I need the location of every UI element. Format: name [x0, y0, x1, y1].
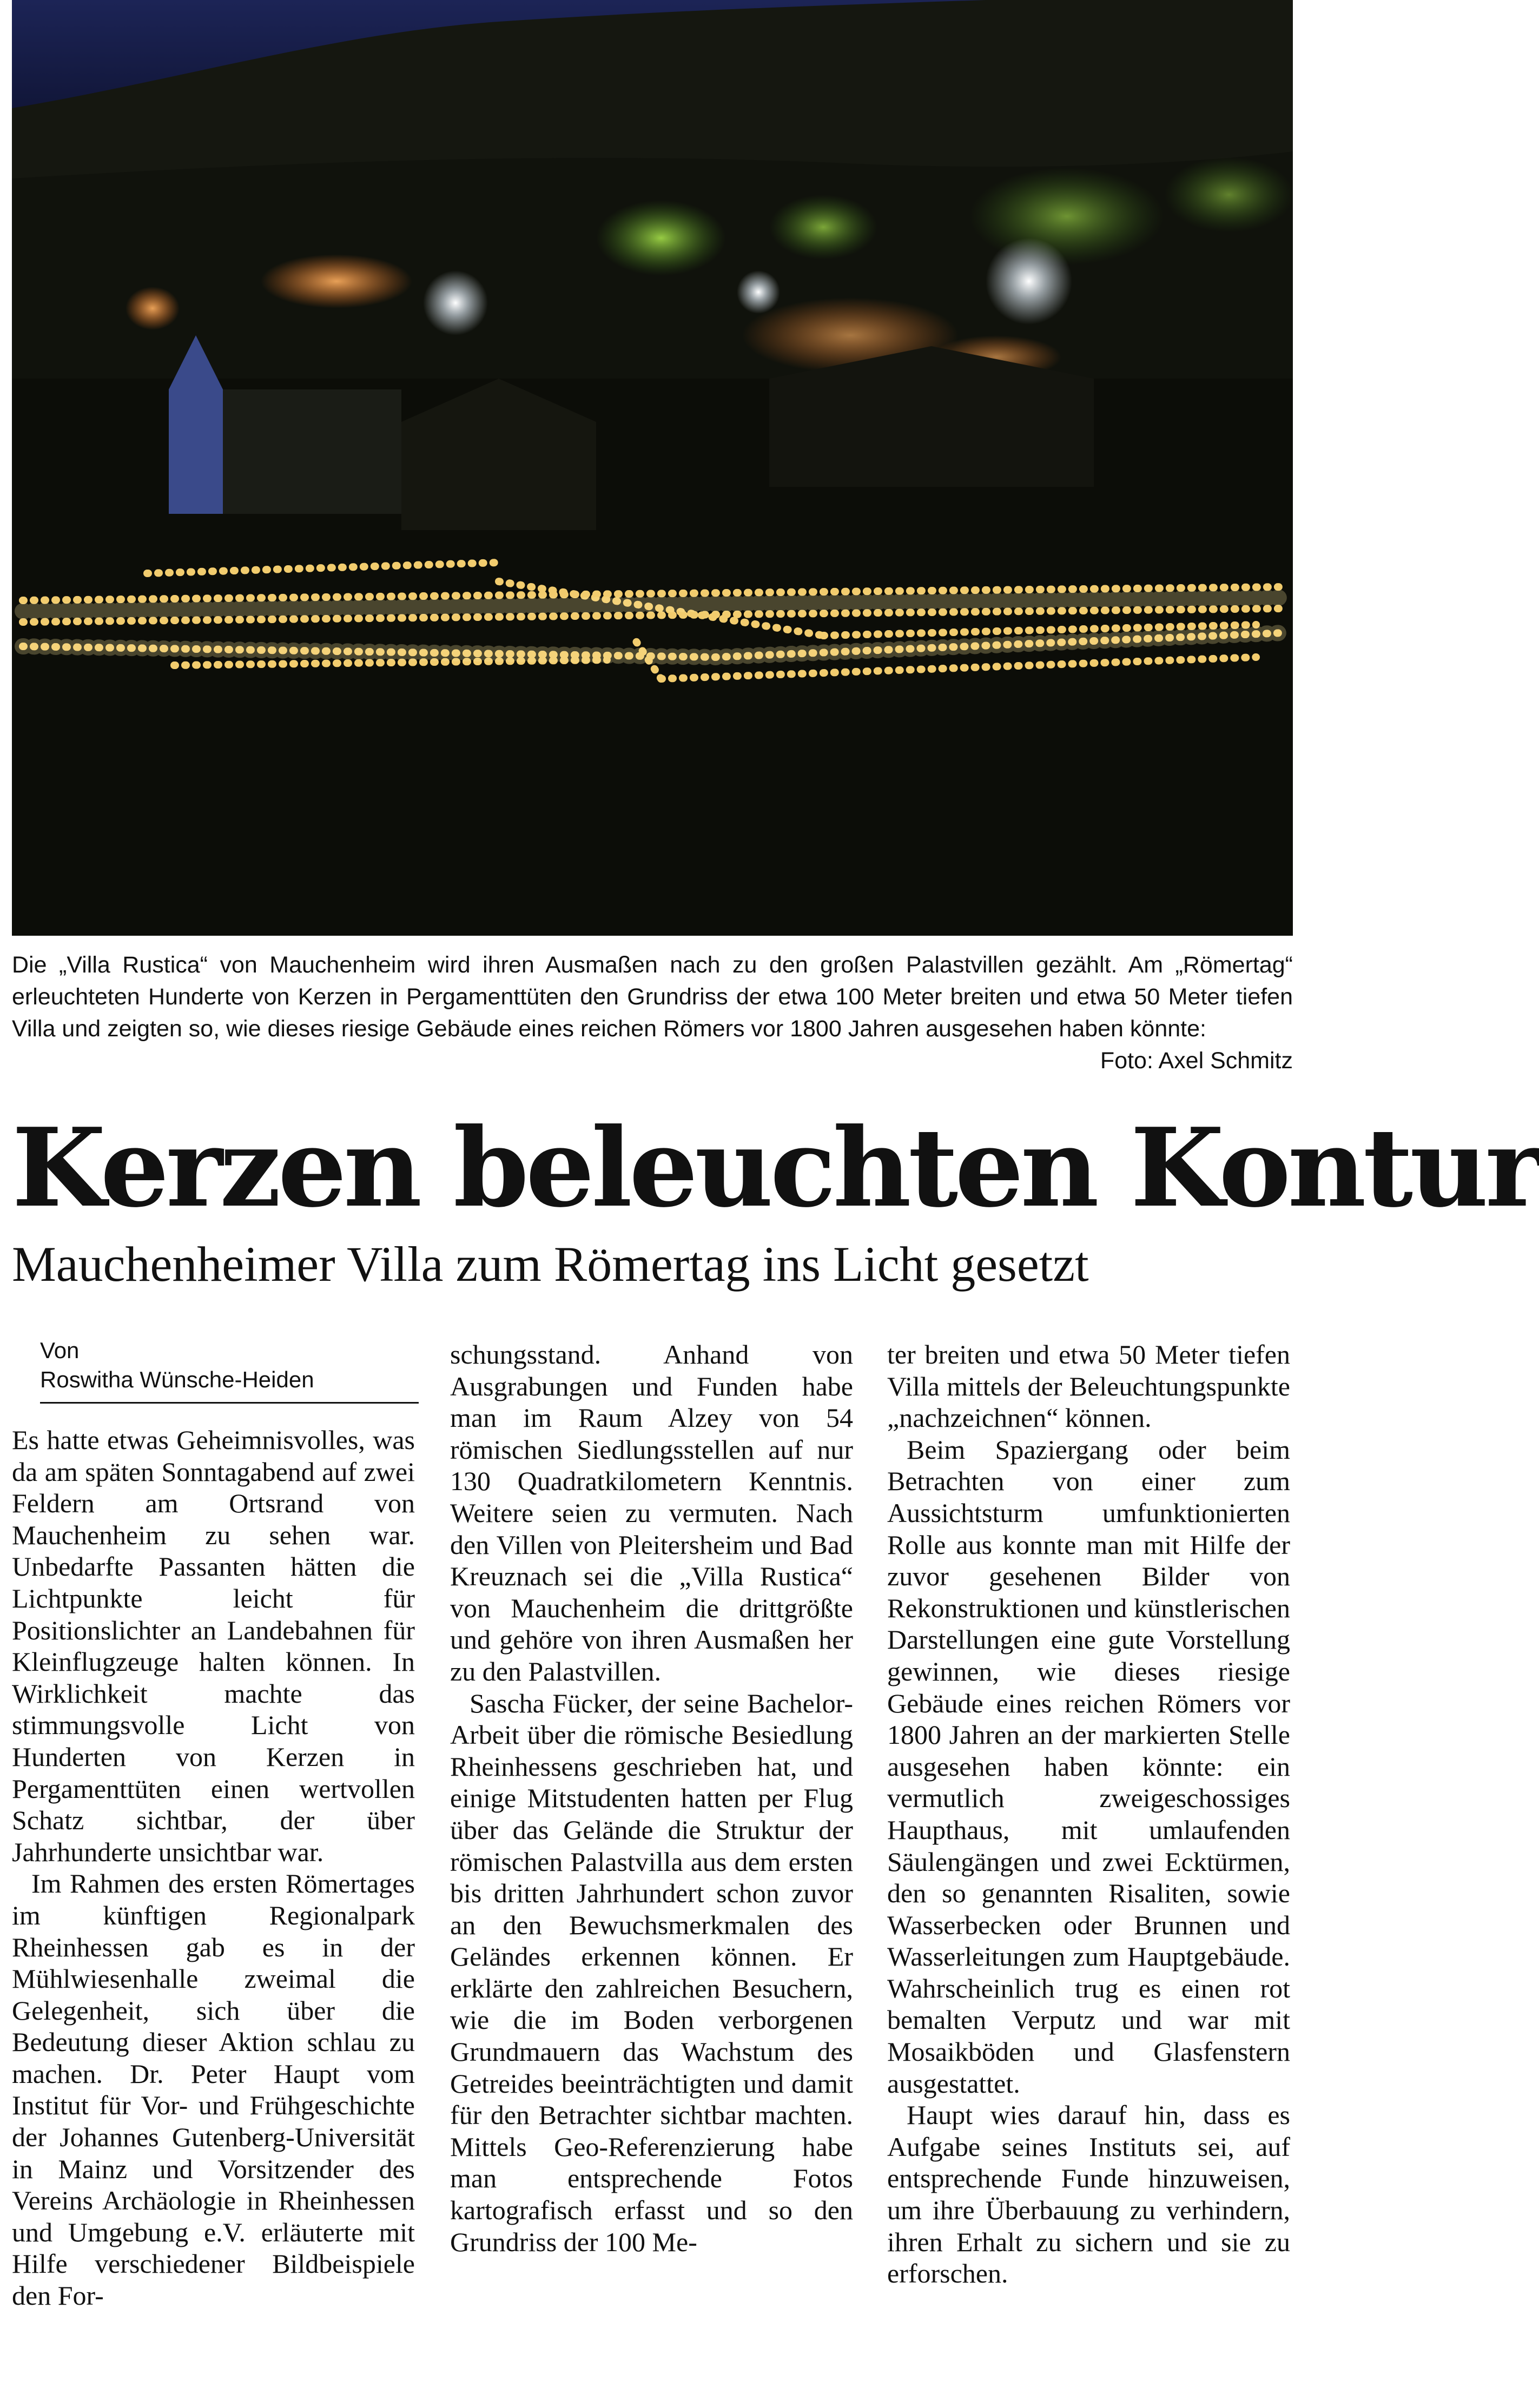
- article-photo: [12, 0, 1293, 936]
- article-column-1: [12, 1336, 415, 2312]
- byline-prefix: Von: [40, 1338, 80, 1363]
- paragraph: Es hatte etwas Geheimnisvolles, was da am späten Sonntagabend auf zwei Feldern am Ortsrand von Mauchenheim zu sehen war. Unbedarfte Passanten hätten die Lichtpunkte leicht für Positionslichter an Landebahnen für Kleinflugzeuge halten können. In Wirklichkeit machte das stimmungsvolle Licht von Hunderten von Kerzen in Pergamenttüten einen wertvollen Schatz sichtbar, der über Jahrhunderte unsichtbar war.: [12, 1425, 415, 1867]
- article-column-3: [887, 1339, 1290, 2290]
- night-villa-photo: [12, 0, 1293, 936]
- headline: Kerzen beleuchten Kontur: [12, 1104, 1539, 1232]
- photo-credit: Foto: Axel Schmitz: [1100, 1048, 1293, 1074]
- article-column-2: [450, 1339, 853, 2258]
- paragraph: Beim Spaziergang oder beim Betrachten von einer zum Aussichtsturm umfunktionierten Rolle aus konnte man mit Hilfe der zuvor gesehenen Bilder von Rekonstruktionen und künstlerischen Darstellungen eine gute Vorstellung gewinnen, wie dieses riesige Gebäude eines reichen Römers vor 1800 Jahren an der markierten Stelle ausgesehen haben könnte: ein vermutlich zweigeschossiges Haupthaus, mit umlaufenden Säulengängen und zwei Ecktürmen, den so genannten Risaliten, sowie Wasserbecken oder Brunnen und Wasserleitungen zum Hauptgebäude. Wahrscheinlich trug es einen rot bemalten Verputz und war mit Mosaikböden und Glasfenstern ausgestattet.: [887, 1434, 1290, 2099]
- paragraph: schungsstand. Anhand von Ausgrabungen und Funden habe man im Raum Alzey von 54 römischen Siedlungsstellen auf nur 130 Quadratkilometern Kenntnis. Weitere seien zu vermuten. Nach den Villen von Pleitersheim und Bad Kreuznach sei die „Villa Rustica“ von Mauchenheim die drittgrößte und gehöre von ihren Ausmaßen her zu den Palastvillen.: [450, 1339, 853, 1686]
- photo-caption: [12, 949, 1293, 1077]
- photo-caption-text: Die „Villa Rustica“ von Mauchenheim wird ihren Ausmaßen nach zu den großen Palastvillen gezählt. Am „Römertag“ erleuchteten Hunderte von Kerzen in Pergamenttüten den Grundriss der etwa 100 Meter breiten und etwa 50 Meter tiefen Villa und zeigten so, wie dieses riesige Gebäude eines reichen Römers vor 1800 Jahren ausgesehen haben könnte:: [12, 952, 1293, 1042]
- paragraph: Im Rahmen des ersten Römertages im künftigen Regionalpark Rheinhessen gab es in der Mühlwiesenhalle zweimal die Gelegenheit, sich über die Bedeutung dieser Aktion schlau zu machen. Dr. Peter Haupt vom Institut für Vor- und Frühgeschichte der Johannes Gutenberg-Universität in Mainz und Vorsitzender des Vereins Archäologie in Rheinhessen und Umgebung e.V. erläuterte mit Hilfe verschiedener Bildbeispiele den For-: [12, 1868, 415, 2311]
- paragraph: ter breiten und etwa 50 Meter tiefen Villa mittels der Beleuchtungspunkte „nachzeichnen“ können.: [887, 1339, 1290, 1433]
- byline-author: Roswitha Wünsche-Heiden: [40, 1367, 314, 1392]
- byline: [40, 1336, 419, 1404]
- paragraph: Haupt wies darauf hin, dass es Aufgabe seines Instituts sei, auf entsprechende Funde hinzuweisen, um ihre Überbauung zu verhindern, ihren Erhalt zu sichern und sie zu erforschen.: [887, 2100, 1290, 2289]
- paragraph: Sascha Fücker, der seine Bachelor-Arbeit über die römische Besiedlung Rheinhessens geschrieben hat, und einige Mitstudenten hatten per Flug über das Gelände die Struktur der römischen Palastvilla aus dem ersten bis dritten Jahrhundert schon zuvor an den Bewuchsmerkmalen des Geländes erkennen können. Er erklärte den zahlreichen Besuchern, wie die im Boden verborgenen Grundmauern das Wachstum des Getreides beeinträchtigten und damit für den Betrachter sichtbar machten. Mittels Geo-Referenzierung habe man entsprechende Fotos kartografisch erfasst und so den Grundriss der 100 Me-: [450, 1688, 853, 2257]
- subheadline: Mauchenheimer Villa zum Römertag ins Licht gesetzt: [12, 1236, 1089, 1292]
